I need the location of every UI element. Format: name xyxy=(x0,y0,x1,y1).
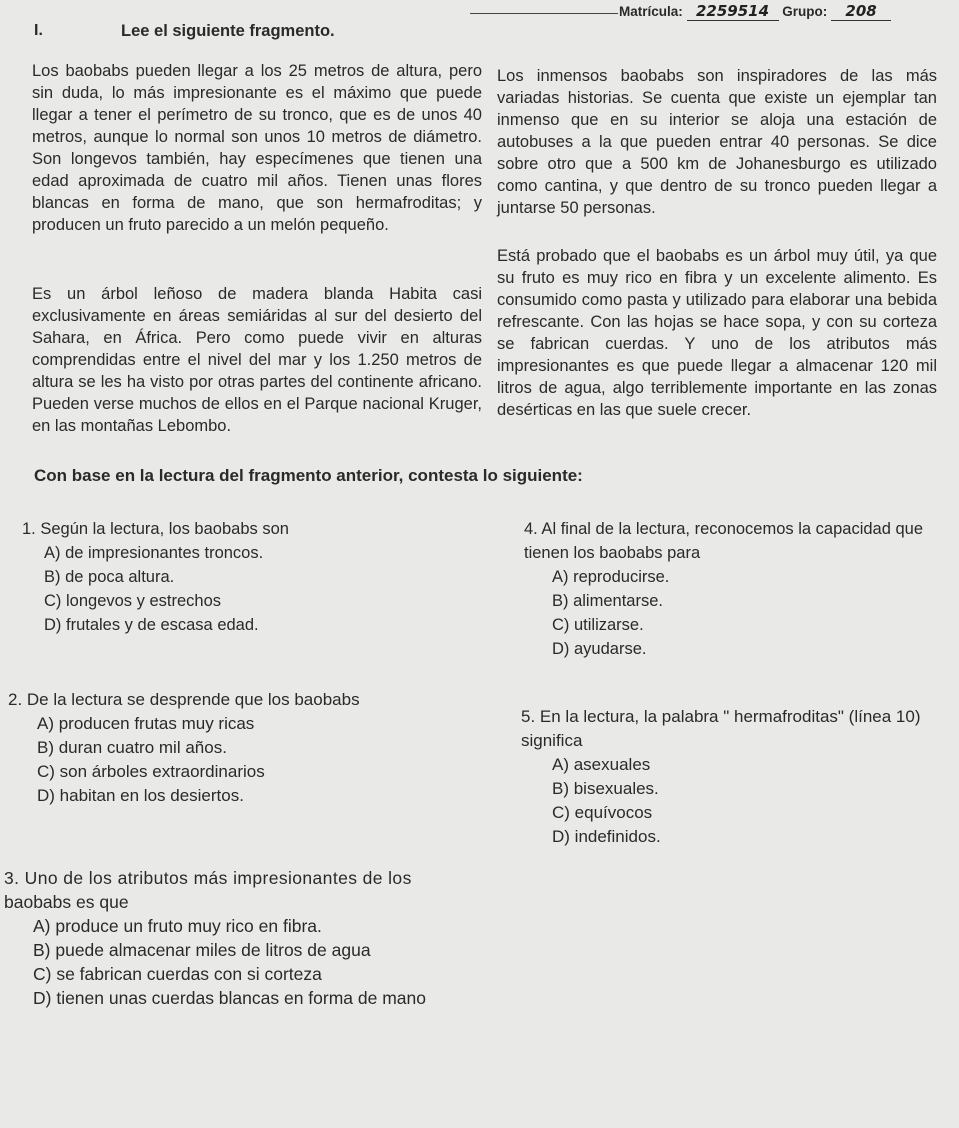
question-stem-line-2: tienen los baobabs para xyxy=(524,544,701,562)
answer-option: B) duran cuatro mil años. xyxy=(37,738,227,757)
fragment-right-paragraph-2: Está probado que el baobabs es un árbol muy útil, ya que su fruto es muy rico en fibra y un excelente alimento. Es consumido como pasta y utilizado para elaborar una bebida refrescante. Con las hojas se hace sopa, y con su corteza se fabrican cuerdas. Y uno de los atributos más impresionantes es que puede llegar a almacenar 120 mil litros de agua, algo terriblemente importante en las zonas desérticas en las que suele crecer. xyxy=(497,247,937,419)
section-instruction: Lee el siguiente fragmento. xyxy=(121,22,335,40)
question-stem-line-1: 5. En la lectura, la palabra " hermafroditas" (línea 10) xyxy=(521,707,921,726)
answer-option: D) indefinidos. xyxy=(552,827,661,846)
answer-option: A) producen frutas muy ricas xyxy=(37,714,255,733)
answer-option: B) alimentarse. xyxy=(552,592,663,610)
answer-option: A) produce un fruto muy rico en fibra. xyxy=(33,916,322,936)
question-stem-line-1: 3. Uno de los atributos más impresionantes de los xyxy=(4,868,412,888)
answer-option: D) habitan en los desiertos. xyxy=(37,786,244,805)
grupo-value: 208 xyxy=(831,2,891,21)
question-stem-line-2: significa xyxy=(521,731,583,750)
question-stem: 1. Según la lectura, los baobabs son xyxy=(22,520,289,538)
answer-option: A) asexuales xyxy=(552,755,651,774)
question-1 xyxy=(22,517,289,637)
fragment-right-paragraph-1: Los inmensos baobabs son inspiradores de las más variadas historias. Se cuenta que existe un ejemplar tan inmenso que en su interior se aloja una estación de autobuses a la que pueden entrar 40 personas. Se dice sobre otro que a 500 km de Johanesburgo es utilizado como cantina, y que dentro de su tronco pueden llegar a juntarse 50 personas. xyxy=(497,67,937,217)
answer-option: B) de poca altura. xyxy=(44,568,175,586)
fragment-left-paragraph-1: Los baobabs pueden llegar a los 25 metros de altura, pero sin duda, lo más impresionante es el máximo que puede llegar a tener el perímetro de su tronco, que es de unos 40 metros, aunque lo normal son unos 10 metros de diámetro. Son longevos también, hay especímenes que tienen una edad aproximada de cuatro mil años. Tienen unas flores blancas en forma de mano, que son hermafroditas; y producen un fruto parecido a un melón pequeño. xyxy=(32,62,482,234)
question-stem-line-1: 4. Al final de la lectura, reconocemos la capacidad que xyxy=(524,520,923,538)
answer-option: B) bisexuales. xyxy=(552,779,659,798)
question-stem: 2. De la lectura se desprende que los baobabs xyxy=(8,690,360,709)
answer-option: C) utilizarse. xyxy=(552,616,644,634)
answer-option: B) puede almacenar miles de litros de agua xyxy=(33,940,371,960)
matricula-label: Matrícula: xyxy=(619,4,683,19)
answer-option: A) de impresionantes troncos. xyxy=(44,544,264,562)
question-4 xyxy=(524,517,923,661)
answer-option: C) son árboles extraordinarios xyxy=(37,762,265,781)
header-fields xyxy=(619,2,891,21)
section-number: I. xyxy=(34,22,43,39)
answer-option: D) tienen unas cuerdas blancas en forma de mano xyxy=(33,988,427,1008)
questions-prompt: Con base en la lectura del fragmento anterior, contesta lo siguiente: xyxy=(34,466,583,485)
question-3 xyxy=(4,866,426,1010)
answer-option: C) equívocos xyxy=(552,803,653,822)
header-top-line xyxy=(470,13,618,14)
question-5 xyxy=(521,705,921,849)
answer-option: D) frutales y de escasa edad. xyxy=(44,616,259,634)
answer-option: C) longevos y estrechos xyxy=(44,592,221,610)
answer-option: A) reproducirse. xyxy=(552,568,670,586)
answer-option: C) se fabrican cuerdas con si corteza xyxy=(33,964,322,984)
grupo-label: Grupo: xyxy=(782,4,828,19)
answer-option: D) ayudarse. xyxy=(552,640,647,658)
question-stem-line-2: baobabs es que xyxy=(4,892,129,912)
question-2 xyxy=(8,688,360,808)
matricula-value: 2259514 xyxy=(687,2,779,21)
fragment-left-paragraph-2: Es un árbol leñoso de madera blanda Habita casi exclusivamente en áreas semiáridas al sur del desierto del Sahara, en África. Pero como puede vivir en alturas comprendidas entre el nivel del mar y los 1.250 metros de altura se les ha visto por otras partes del continente africano. Pueden verse muchos de ellos en el Parque nacional Kruger, en las montañas Lebombo. xyxy=(32,285,482,435)
